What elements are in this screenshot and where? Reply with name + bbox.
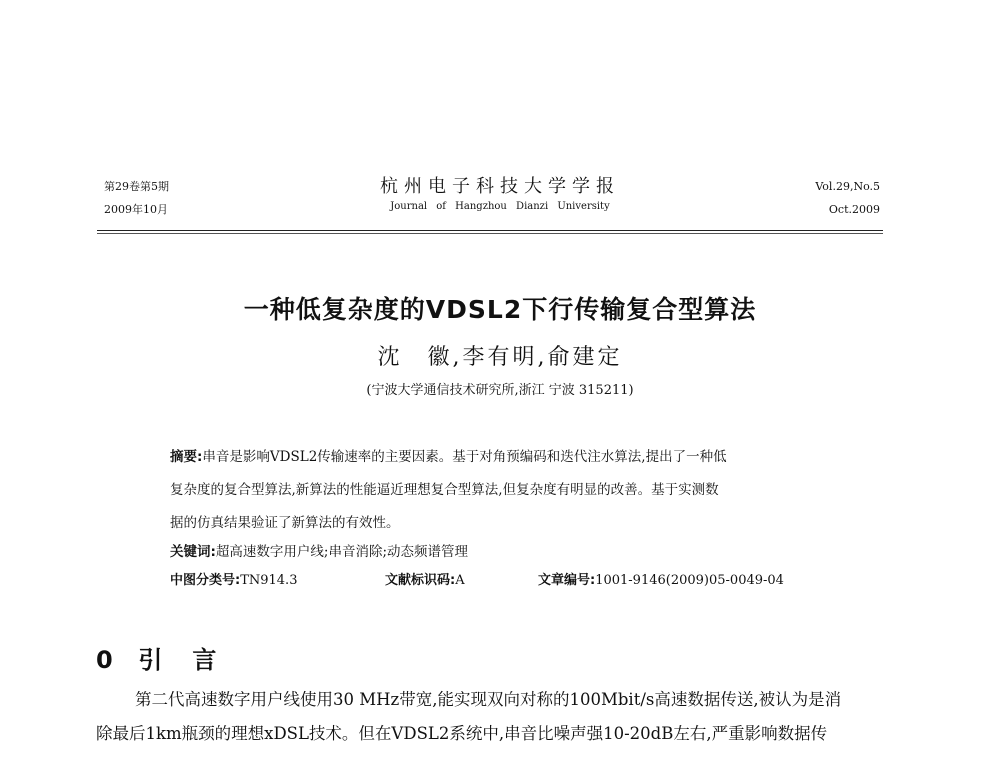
- doc-code-field: [385, 569, 465, 588]
- publication-date: 2009年10月: [104, 203, 168, 216]
- header-rule: [97, 230, 883, 231]
- section-title: 引 言: [138, 646, 220, 674]
- volume-issue-english: Vol.29,No.5: [815, 180, 880, 193]
- abstract-line-1: [170, 445, 830, 465]
- doc-code-label: 文献标识码:: [385, 573, 456, 588]
- article-number-value: 1001-9146(2009)05-0049-04: [595, 573, 784, 588]
- journal-title-chinese: 杭州电子科技大学学报: [380, 176, 620, 197]
- section-heading: [96, 640, 219, 675]
- body-paragraph-line-2: 除最后1km瓶颈的理想xDSL技术。但在VDSL2系统中,串音比噪声强10-20dB左右,严重影响数据传: [96, 724, 828, 743]
- clc-value: TN914.3: [240, 573, 298, 588]
- doc-code-value: A: [455, 573, 465, 588]
- body-paragraph-line-1: 第二代高速数字用户线使用30 MHz带宽,能实现双向对称的100Mbit/s高速数据传送,被认为是消: [135, 690, 842, 709]
- author-affiliation: (宁波大学通信技术研究所,浙江 宁波 315211): [366, 383, 634, 398]
- abstract-text-1: 串音是影响VDSL2传输速率的主要因素。基于对角预编码和迭代注水算法,提出了一种低: [202, 449, 727, 465]
- clc-field: [170, 569, 297, 588]
- keywords-line: [170, 540, 830, 560]
- keywords-value: 超高速数字用户线;串音消除;动态频谱管理: [215, 544, 469, 560]
- clc-label: 中图分类号:: [170, 573, 241, 588]
- abstract-line-3: 据的仿真结果验证了新算法的有效性。: [170, 515, 400, 531]
- article-number-field: [538, 569, 784, 588]
- publication-date-english: Oct.2009: [828, 203, 880, 216]
- paper-authors: 沈 徽,李有明,俞建定: [377, 345, 623, 370]
- paper-title: 一种低复杂度的VDSL2下行传输复合型算法: [243, 295, 757, 324]
- section-number: 0: [96, 646, 116, 674]
- article-number-label: 文章编号:: [538, 573, 596, 588]
- keywords-label: 关键词:: [170, 544, 216, 560]
- volume-issue: 第29卷第5期: [104, 180, 169, 193]
- header-rule-secondary: [97, 233, 883, 234]
- journal-title-english: Journal of Hangzhou Dianzi University: [390, 201, 610, 212]
- abstract-label: 摘要:: [170, 449, 203, 465]
- abstract-line-2: 复杂度的复合型算法,新算法的性能逼近理想复合型算法,但复杂度有明显的改善。基于实测数: [170, 482, 719, 498]
